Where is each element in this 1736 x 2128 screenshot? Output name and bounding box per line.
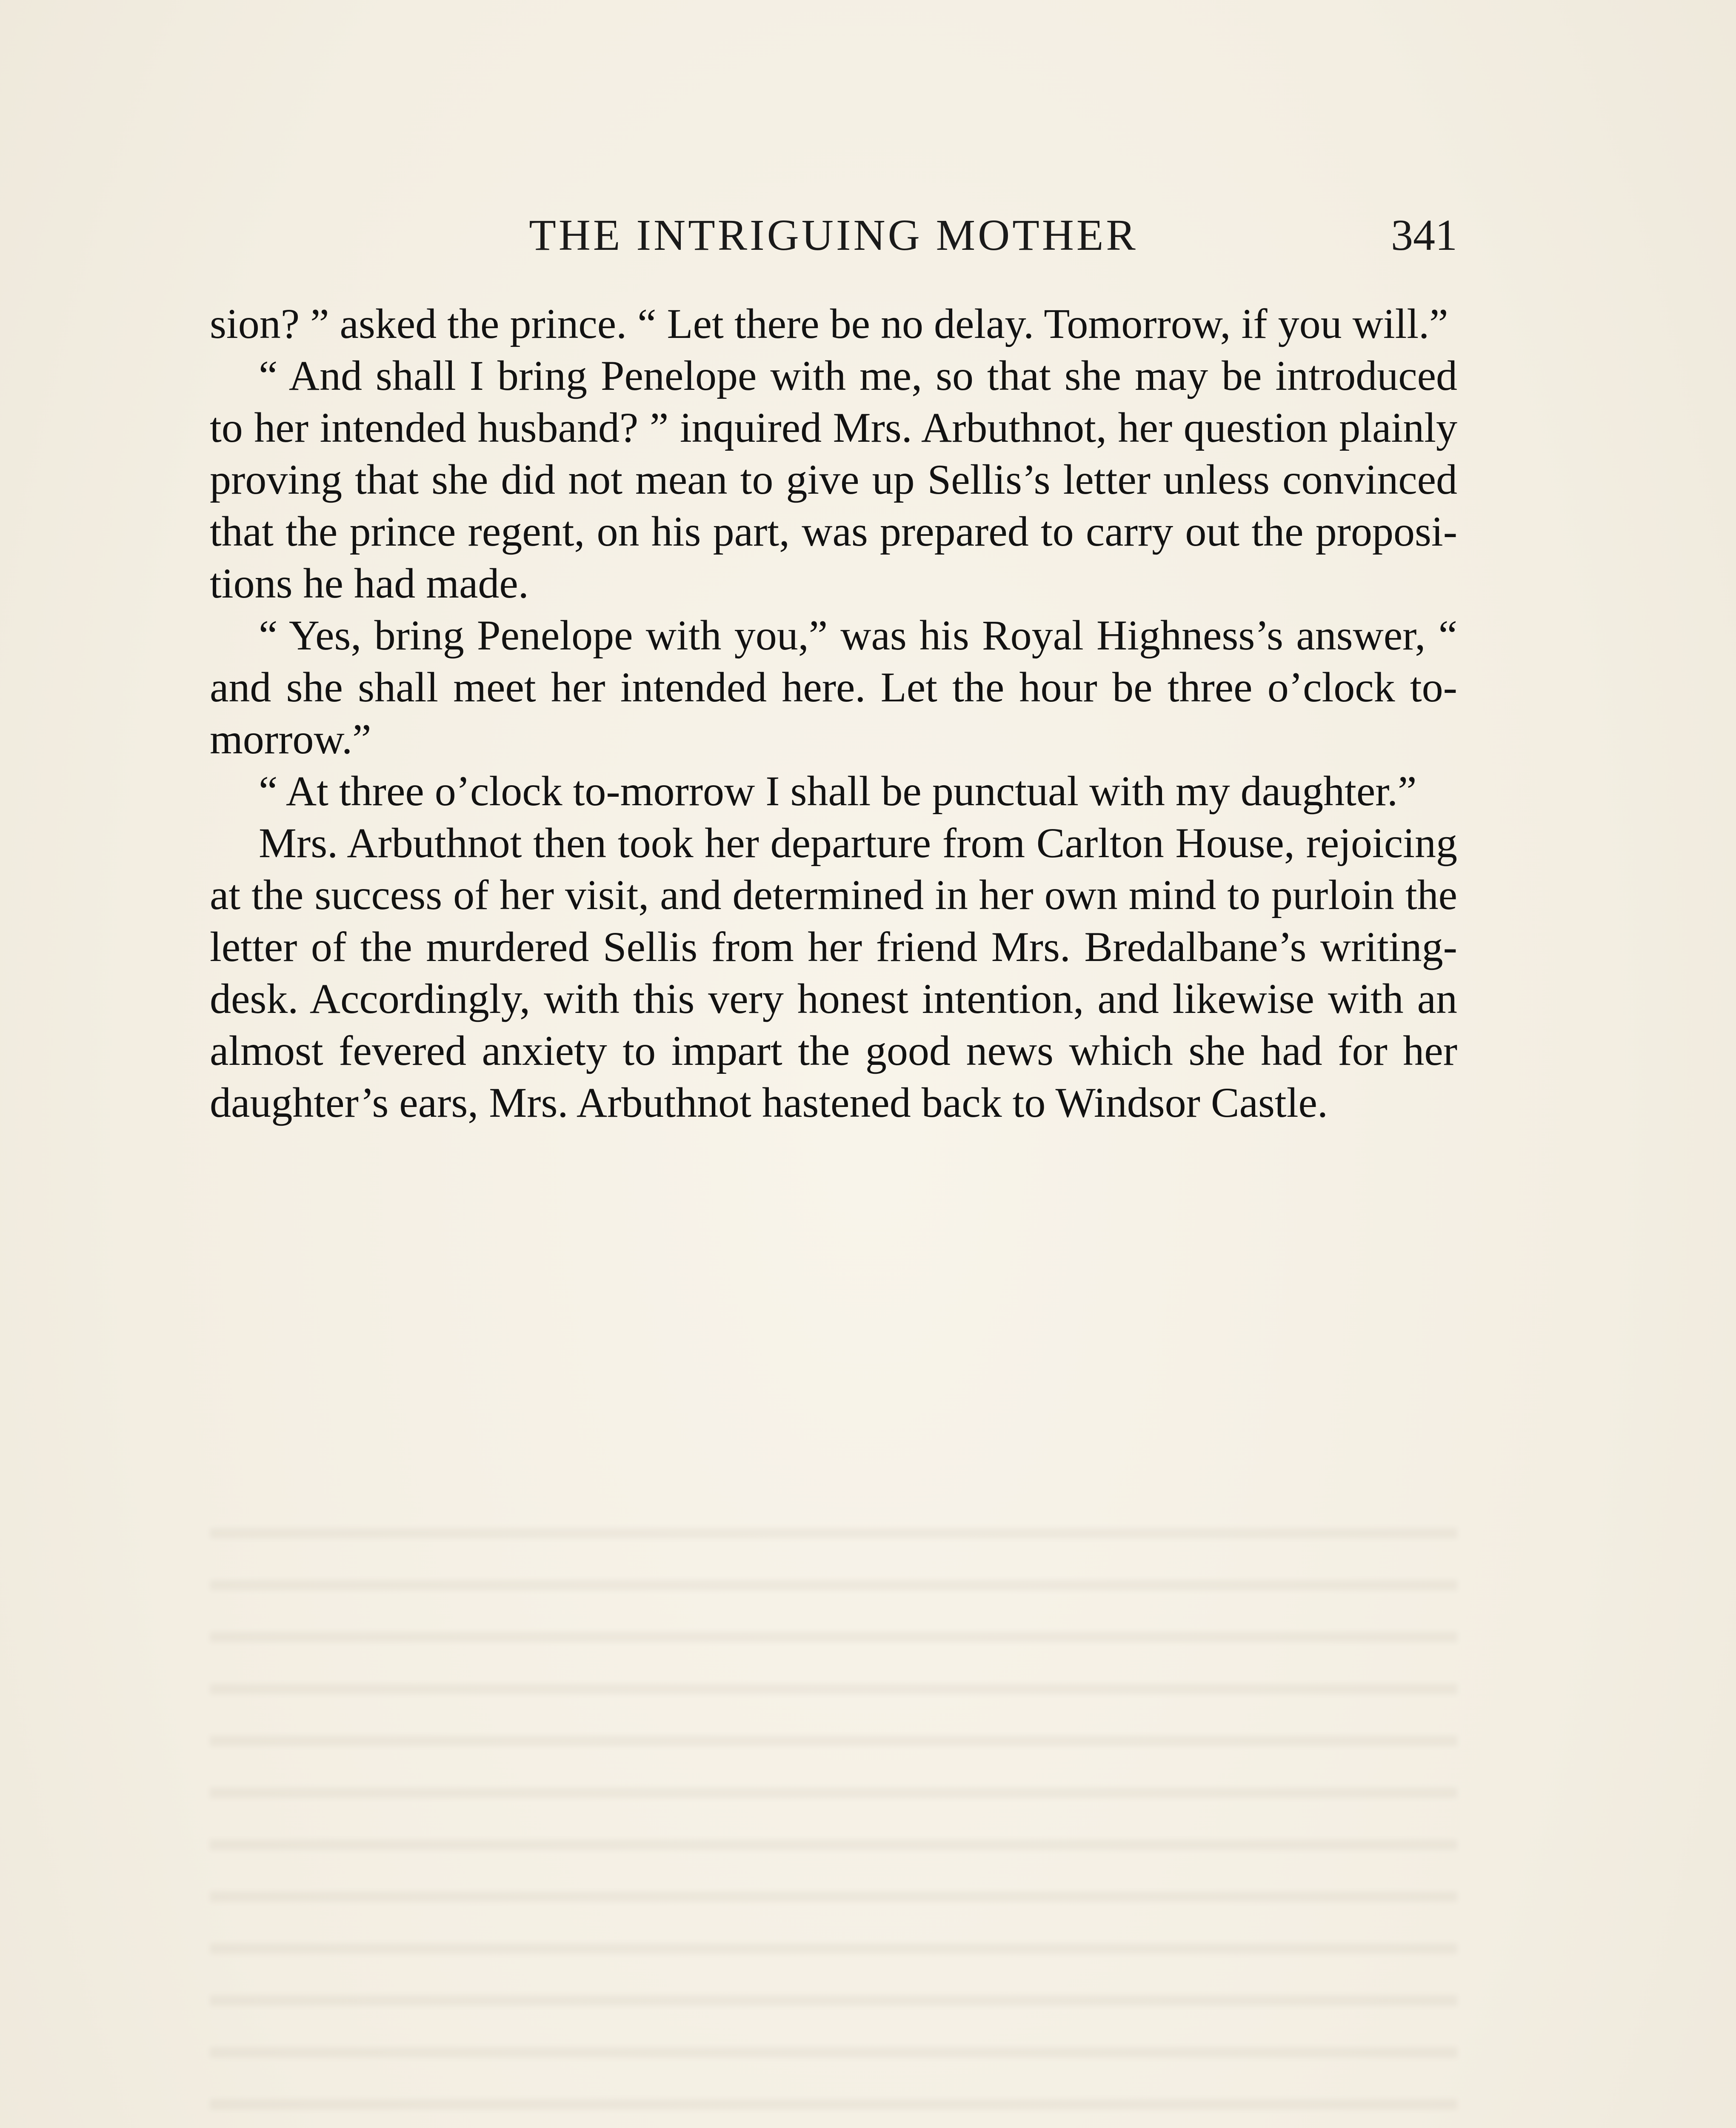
body-text — [210, 298, 1457, 1129]
running-title: THE INTRIGUING MOTHER — [529, 211, 1138, 260]
paragraph: “ Yes, bring Penelope with you,” was his Royal Highness’s answer, “ and she shall meet her intended here. Let the hour be three o’clock to-morrow.” — [210, 612, 1457, 763]
running-head — [210, 208, 1457, 263]
paragraph: “ At three o’clock to-morrow I shall be punctual with my daughter.” — [259, 767, 1417, 815]
paragraph: Mrs. Arbuthnot then took her departure from Carlton House, rejoicing at the success of her visit, and determined in her own mind to purloin the letter of the murdered Sellis from her friend Mrs. Bredalbane’s writing-desk. Accordingly, with this very honest intention, and likewise with an almost fevered anxiety to impart the good news which she had for her daughter’s ears, Mrs. Arbuthnot hastened back to Windsor Castle. — [210, 819, 1457, 1126]
paragraph: sion? ” asked the prince. “ Let there be no delay. Tomorrow, if you will.” — [210, 300, 1448, 347]
paragraph: “ And shall I bring Penelope with me, so that she may be introduced to her intended husband? ” inquired Mrs. Arbuthnot, her question plainly proving that she did not mean to give up Sellis’s letter unless convinced that the prince regent, on his part, was prepared to carry out the propositions he had made. — [210, 352, 1457, 607]
show-through-bleed — [210, 1498, 1457, 2128]
page-number: 341 — [1391, 211, 1457, 260]
